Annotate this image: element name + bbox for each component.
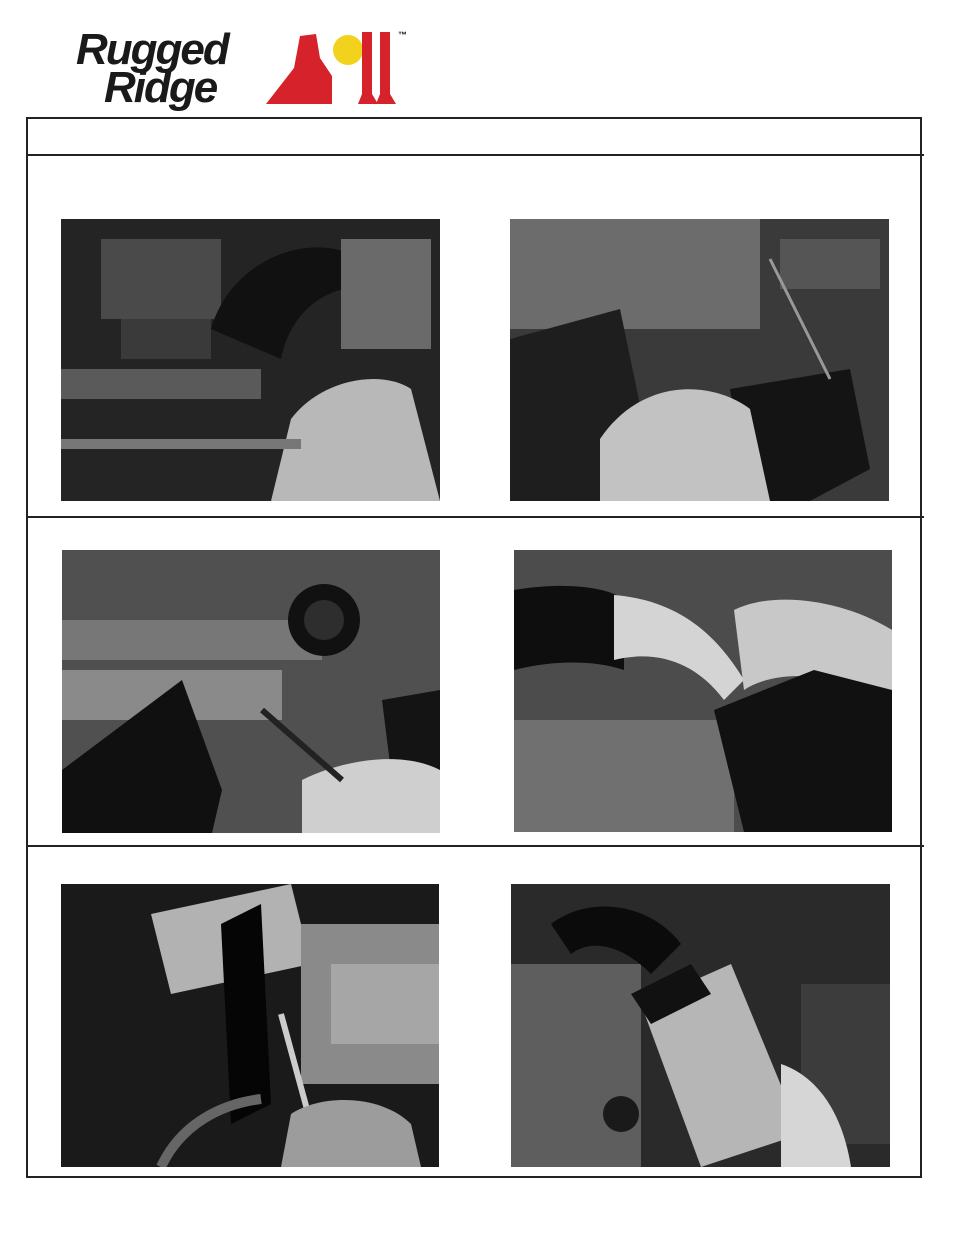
photo-5 — [61, 884, 439, 1167]
photo-2 — [510, 219, 889, 501]
photo-3 — [62, 550, 440, 833]
row-divider-1 — [26, 516, 924, 518]
row-divider-2 — [26, 845, 924, 847]
photo-6 — [511, 884, 890, 1167]
trademark-symbol: ™ — [398, 30, 407, 40]
logo-line-1: Rugged — [76, 25, 228, 74]
photo-4 — [514, 550, 892, 832]
logo-line-2: Ridge — [104, 63, 217, 112]
photo-1 — [61, 219, 440, 501]
rugged-ridge-logo — [76, 25, 418, 112]
logo-mesa-icon — [266, 28, 406, 106]
header-divider — [26, 154, 924, 156]
